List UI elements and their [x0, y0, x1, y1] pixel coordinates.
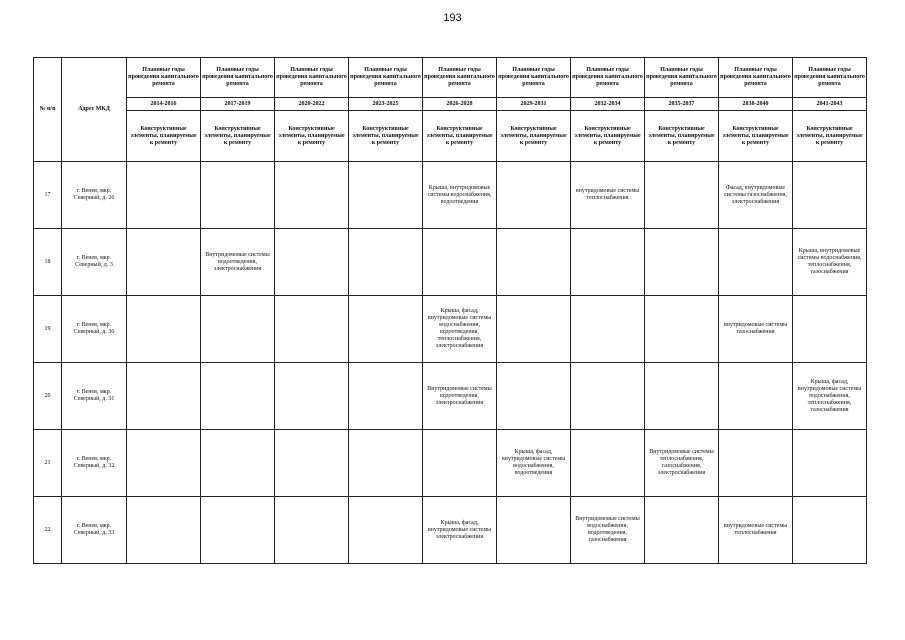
address-cell: г. Венев, мкр. Северный, д. 31: [62, 363, 127, 430]
period-title-header: Плановые годы проведения капитального ремонта: [349, 58, 423, 98]
address-cell: г. Венев, мкр. Северный, д. 32: [62, 430, 127, 497]
repair-elements-cell: [349, 229, 423, 296]
repair-elements-cell: [645, 296, 719, 363]
table-row: [34, 162, 867, 229]
row-number-cell: 19: [34, 296, 62, 363]
period-title-header: Плановые годы проведения капитального ремонта: [201, 58, 275, 98]
repair-elements-cell: [275, 430, 349, 497]
repair-elements-cell: [127, 296, 201, 363]
row-number-cell: 21: [34, 430, 62, 497]
repair-elements-cell: [201, 430, 275, 497]
page-number: 193: [443, 12, 462, 24]
repair-elements-cell: [349, 363, 423, 430]
repair-elements-cell: [497, 162, 571, 229]
repair-elements-cell: [497, 296, 571, 363]
elements-header: Конструктивные элементы, планируемые к ремонту: [201, 111, 275, 162]
repair-elements-cell: [127, 363, 201, 430]
repair-elements-cell: [275, 162, 349, 229]
elements-header: Конструктивные элементы, планируемые к ремонту: [275, 111, 349, 162]
period-years-header: 2023-2025: [349, 98, 423, 111]
repair-elements-cell: [275, 497, 349, 564]
repair-elements-cell: Крыша, фасад, внутридомовые системы водоснабжения, водоотведения: [497, 430, 571, 497]
period-title-header: Плановые годы проведения капитального ремонта: [497, 58, 571, 98]
repair-elements-cell: [127, 162, 201, 229]
repair-elements-cell: [645, 497, 719, 564]
period-years-header: 2014-2016: [127, 98, 201, 111]
repair-elements-cell: [423, 430, 497, 497]
row-number-cell: 20: [34, 363, 62, 430]
repair-elements-cell: [349, 162, 423, 229]
header-row-periods: [34, 98, 867, 111]
repair-elements-cell: [275, 229, 349, 296]
repair-elements-cell: [719, 430, 793, 497]
table-row: [34, 363, 867, 430]
address-cell: г. Венев, мкр. Северный, д. 26: [62, 162, 127, 229]
repair-elements-cell: [793, 162, 867, 229]
elements-header: Конструктивные элементы, планируемые к ремонту: [719, 111, 793, 162]
address-column-header: Адрес МКД: [62, 58, 127, 162]
repair-elements-cell: [571, 296, 645, 363]
repair-elements-cell: [719, 229, 793, 296]
period-years-header: 2035-2037: [645, 98, 719, 111]
repair-elements-cell: Крыша, фасад, внутридомовые системы электроснабжения: [423, 497, 497, 564]
period-title-header: Плановые годы проведения капитального ремонта: [793, 58, 867, 98]
capital-repair-schedule-table: [33, 57, 867, 564]
repair-elements-cell: [201, 296, 275, 363]
address-cell: г. Венев, мкр. Северный, д. 3: [62, 229, 127, 296]
repair-elements-cell: [127, 497, 201, 564]
period-years-header: 2029-2031: [497, 98, 571, 111]
row-number-cell: 22: [34, 497, 62, 564]
repair-elements-cell: [349, 430, 423, 497]
repair-elements-cell: Внутридомовые системы теплоснабжения, газоснабжения, электроснабжения: [645, 430, 719, 497]
table-row: [34, 430, 867, 497]
table-row: [34, 296, 867, 363]
repair-elements-cell: [793, 430, 867, 497]
num-column-header: № п/п: [34, 58, 62, 162]
repair-elements-cell: Внутридомовые системы водоснабжения, водоотведения, газоснабжения: [571, 497, 645, 564]
period-years-header: 2041-2043: [793, 98, 867, 111]
repair-elements-cell: внутридомовые системы теплоснабжения: [719, 497, 793, 564]
repair-elements-cell: [497, 363, 571, 430]
repair-elements-cell: [719, 363, 793, 430]
repair-elements-cell: Крыша, фасад, внутридомовые системы водоснабжения, теплоснабжения, газоснабжения: [793, 363, 867, 430]
repair-elements-cell: [275, 363, 349, 430]
repair-elements-cell: [423, 229, 497, 296]
period-title-header: Плановые годы проведения капитального ремонта: [571, 58, 645, 98]
elements-header: Конструктивные элементы, планируемые к ремонту: [571, 111, 645, 162]
repair-elements-cell: [497, 229, 571, 296]
repair-elements-cell: [349, 497, 423, 564]
repair-elements-cell: [645, 363, 719, 430]
header-row-elements: [34, 111, 867, 162]
repair-elements-cell: [497, 497, 571, 564]
address-cell: г. Венев, мкр. Северный, д. 30: [62, 296, 127, 363]
repair-elements-cell: внутридомовые системы газоснабжения: [719, 296, 793, 363]
repair-elements-cell: Крыша, фасад, внутридомовые системы водоснабжения, водоотведения, теплоснабжения, электроснабжения: [423, 296, 497, 363]
repair-elements-cell: [793, 296, 867, 363]
repair-elements-cell: [571, 229, 645, 296]
period-years-header: 2032-2034: [571, 98, 645, 111]
repair-elements-cell: [201, 162, 275, 229]
repair-elements-cell: [349, 296, 423, 363]
period-years-header: 2017-2019: [201, 98, 275, 111]
period-title-header: Плановые годы проведения капитального ремонта: [719, 58, 793, 98]
repair-elements-cell: Внутридомовые системы водоотведения, электроснабжения: [201, 229, 275, 296]
repair-elements-cell: [275, 296, 349, 363]
repair-elements-cell: [645, 162, 719, 229]
elements-header: Конструктивные элементы, планируемые к ремонту: [645, 111, 719, 162]
repair-elements-cell: [645, 229, 719, 296]
repair-elements-cell: [127, 430, 201, 497]
header-row-period-title: [34, 58, 867, 98]
repair-elements-cell: Внутридомовые системы водоотведения, электроснабжения: [423, 363, 497, 430]
period-years-header: 2026-2028: [423, 98, 497, 111]
repair-elements-cell: [201, 363, 275, 430]
repair-elements-cell: Крыша, внутридомовые системы водоснабжения, теплоснабжения, газоснабжения: [793, 229, 867, 296]
repair-elements-cell: [571, 430, 645, 497]
period-years-header: 2020-2022: [275, 98, 349, 111]
repair-elements-cell: внутридомовые системы теплоснабжения: [571, 162, 645, 229]
row-number-cell: 17: [34, 162, 62, 229]
repair-elements-cell: Крыша, внутридомовые системы водоснабжения, водоотведения: [423, 162, 497, 229]
table-row: [34, 229, 867, 296]
period-title-header: Плановые годы проведения капитального ремонта: [645, 58, 719, 98]
period-title-header: Плановые годы проведения капитального ремонта: [423, 58, 497, 98]
elements-header: Конструктивные элементы, планируемые к ремонту: [127, 111, 201, 162]
elements-header: Конструктивные элементы, планируемые к ремонту: [423, 111, 497, 162]
row-number-cell: 18: [34, 229, 62, 296]
elements-header: Конструктивные элементы, планируемые к ремонту: [349, 111, 423, 162]
table-row: [34, 497, 867, 564]
elements-header: Конструктивные элементы, планируемые к ремонту: [793, 111, 867, 162]
address-cell: г. Венев, мкр. Северный, д. 33: [62, 497, 127, 564]
repair-elements-cell: [201, 497, 275, 564]
repair-elements-cell: [127, 229, 201, 296]
repair-elements-cell: Фасад, внутридомовые системы газоснабжения, электроснабжения: [719, 162, 793, 229]
repair-elements-cell: [571, 363, 645, 430]
period-title-header: Плановые годы проведения капитального ремонта: [127, 58, 201, 98]
period-years-header: 2038-2040: [719, 98, 793, 111]
period-title-header: Плановые годы проведения капитального ремонта: [275, 58, 349, 98]
repair-elements-cell: [793, 497, 867, 564]
elements-header: Конструктивные элементы, планируемые к ремонту: [497, 111, 571, 162]
